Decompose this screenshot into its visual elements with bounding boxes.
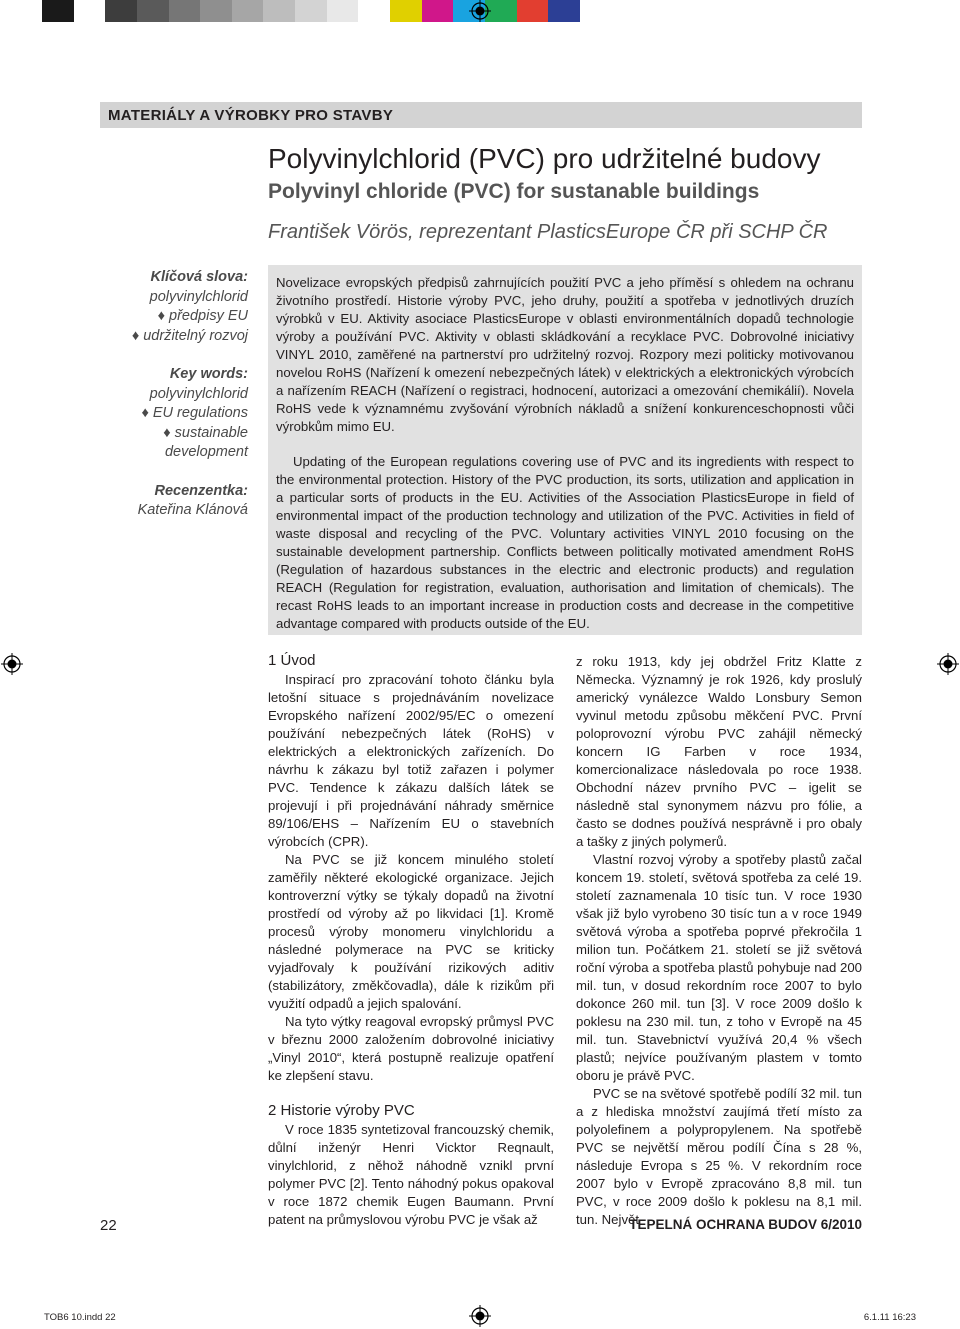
article-title-cz: Polyvinylchlorid (PVC) pro udržitelné budovy: [268, 143, 821, 174]
abstract-cz: [276, 274, 854, 436]
diamond-bullet-icon: ♦: [163, 424, 171, 441]
paragraph: Na PVC se již koncem minulého století zaměřily některé ekologické organizace. Jejich kontroverzní výtky se týkaly dopadů na životní prostředí od výroby až po likvidaci [1]. Kromě procesů výroby monomeru vinylchloridu a následné polymerace na PVC se kriticky vyjadřovaly k používání rizikových aditiv (stabilizátory, změkčovadla), dále k rizikům při využití odpadů a jejich spalování.: [268, 852, 554, 1011]
color-swatch: [169, 0, 201, 22]
keyword-item: [100, 404, 248, 424]
registration-mark-icon: [937, 653, 959, 675]
keyword-item: [100, 307, 248, 327]
print-slug-file: TOB6 10.indd 22: [44, 1312, 116, 1323]
abstract-cz-text: Novelizace evropských předpisů zahrnujících použití PVC a jeho příměsí s ohledem na ochranu životního prostředí. Historie výroby PVC, jeho druhy, použití a spotřeba v jednotlivých druzích výrobků v EU. Aktivity asociace PlasticsEurope v oblasti environmentálních dopadů technologie výroby a používání PVC. Aktivity v oblasti skládkování a recyklace PVC. Dobrovolné iniciativy VINYL 2010, zaměřené na partnerství pro udržitelný rozvoj. Rozpory mezi politicky motivovanou novelou RoHS (Nařízení k omezení nebezpečných látek) v elektrických a elektronických výrobcích a nařízením REACH (Nařízení o registraci, hodnocení, autorizaci a omezování chemikálií). Novela RoHS vede k významnému zvyšování výrobních nákladů a snížení konkurenceschopnosti vůči výrobkům mimo EU.: [276, 275, 854, 434]
abstract-en: [276, 453, 854, 633]
reviewer-name: Kateřina Klánová: [137, 502, 248, 518]
color-swatch: [42, 0, 74, 22]
registration-mark-icon: [469, 0, 491, 22]
color-swatch: [263, 0, 295, 22]
color-swatch: [200, 0, 232, 22]
keyword: development: [164, 444, 248, 460]
diamond-bullet-icon: ♦: [131, 327, 140, 344]
registration-mark-icon: [1, 653, 23, 675]
keyword: udržitelný rozvoj: [143, 327, 248, 344]
color-swatch: [295, 0, 327, 22]
color-swatch: [74, 0, 106, 22]
abstract-en-text: Updating of the European regulations covering use of PVC and its ingredients with respect to the environmental protection. History of the PVC production, its sorts, utilization and application in a particular sorts of products in the EU. Activities of the Association PlasticsEurope in field of environmental impact of the production technology and utilization of the PVC. Activities in field of waste disposal and recycling of the PVC. Voluntary activities VINYL 2010 focusing on the sustainable development partnership. Conflicts between politically motivated amendment RoHS (Regulation of hazardous substances in the electric and electronic products) and regulation REACH (Regulation for registration, evaluation, authorisation and limitation of chemicals). The recast RoHS leads to an important increase in production costs and decrease in the competitive advantage compared with products outside of the EU.: [276, 454, 854, 631]
section-heading: 2 Historie výroby PVC: [268, 1102, 415, 1119]
body-column-1: [268, 651, 554, 1229]
article-title-en: Polyvinyl chloride (PVC) for sustanable buildings: [268, 180, 760, 203]
body-column-2: [576, 653, 862, 1229]
keyword-item: [100, 424, 248, 444]
color-swatch: [232, 0, 264, 22]
color-swatch: [517, 0, 549, 22]
section-label: MATERIÁLY A VÝROBKY PRO STAVBY: [108, 107, 394, 124]
color-swatch: [137, 0, 169, 22]
keywords-en-heading: Key words:: [169, 366, 248, 382]
keyword: sustainable: [174, 424, 248, 441]
paragraph: z roku 1913, kdy jej obdržel Fritz Klatte z Německa. Významný je rok 1926, kdy proslulý americký vynálezce Waldo Lonsbury Semon vyvinul metodu způsobu měkčení PVC. První poloprovozní výrobu PVC zahájil německý koncern IG Farben v roce 1934, komercionalizace následovala po roce 1938. Obchodní název prvního PVC – igelit se následně stal synonymem názvu pro fólie, a často se dodnes používá nesprávně i pro obaly a tašky z jiných polymerů.: [576, 654, 862, 849]
section-heading: 1 Úvod: [268, 652, 316, 669]
keyword: polyvinylchlorid: [149, 385, 248, 402]
diamond-bullet-icon: ♦: [157, 308, 166, 324]
journal-footer: TEPELNÁ OCHRANA BUDOV 6/2010: [629, 1217, 862, 1232]
paragraph: Na tyto výtky reagoval evropský průmysl PVC v březnu 2000 založením dobrovolné iniciativy „Vinyl 2010“, která postupně realizuje opatření ke zlepšení stavu.: [268, 1014, 554, 1083]
paragraph: PVC se na světové spotřebě podílí 32 mil. tun a z hlediska množství zaujímá třetí místo za polyolefinem a polypropylenem. Na spotřebě PVC se největší měrou podílí Čína s 28 %, následuje Evropa s 25 %. V rekordním roce 2007 bylo v Evropě zpracováno 8,8 mil. tun PVC, v roce 2009 došlo k poklesu na 8,1 mil. tun. Největ-: [576, 1086, 862, 1227]
diamond-bullet-icon: ♦: [141, 405, 149, 421]
color-swatch: [358, 0, 390, 22]
registration-mark-icon: [469, 1305, 491, 1327]
keywords-cz-heading: Klíčová slova:: [150, 269, 248, 285]
paragraph: Vlastní rozvoj výroby a spotřeby plastů začal koncem 19. století, světová spotřeba za celé 19. století zaznamenala 10 tisíc tun. V roce 1930 však již bylo vyrobeno 30 tisíc tun a v roce 1949 světová výroba a spotřeba poprvé překročila 1 milion tun. Počátkem 21. století se již světová roční výroba a spotřeba plastů pohybuje nad 200 mil. tun, v dosud rekordním roce 2007 to bylo dokonce 260 mil. tun [3]. V roce 2009 došlo k poklesu na 230 mil. tun, z toho v Evropě na 45 mil. tun. Stavebnictví využívá 20,4 % všech plastů; nejvíce používaným plastem v tomto oboru je právě PVC.: [576, 852, 862, 1083]
color-swatch: [390, 0, 422, 22]
paragraph: Inspirací pro zpracování tohoto článku byla letošní situace s projednáváním novelizace Evropského nařízení 2002/95/EC o omezení používání nebezpečných látek (RoHS) v elektrických a elektronických zařízeních. Do návrhu k zákazu byl totiž zařazen i polymer PVC. Tendence k zákazu dalších látek se projevují i při projednávání náhrady směrnice 89/106/EHS – Nařízením EU o stavebních výrobcích (CPR).: [268, 672, 554, 849]
keyword: předpisy EU: [169, 308, 248, 324]
paragraph: V roce 1835 syntetizoval francouzský chemik, důlní inženýr Henri Vicktor Reqnault, vinylchlorid, z něhož náhodně vznikl první polymer PVC [2]. Tento náhodný pokus opakoval v roce 1872 chemik Eugen Baumann. První patent na průmyslovou výrobu PVC je však až: [268, 1122, 554, 1227]
color-swatch: [548, 0, 580, 22]
author-line: František Vörös, reprezentant PlasticsEurope ČR při SCHP ČR: [268, 221, 828, 243]
keyword: EU regulations: [152, 405, 248, 421]
color-swatch: [327, 0, 359, 22]
keyword: polyvinylchlorid: [149, 288, 248, 305]
keyword-item: [100, 327, 248, 347]
reviewer-heading: Recenzentka:: [154, 482, 248, 499]
page-number: 22: [100, 1217, 117, 1234]
print-color-bar: [42, 0, 580, 22]
keywords-sidebar: [100, 268, 248, 521]
color-swatch: [422, 0, 454, 22]
color-swatch: [105, 0, 137, 22]
print-slug-date: 6.1.11 16:23: [863, 1312, 916, 1323]
